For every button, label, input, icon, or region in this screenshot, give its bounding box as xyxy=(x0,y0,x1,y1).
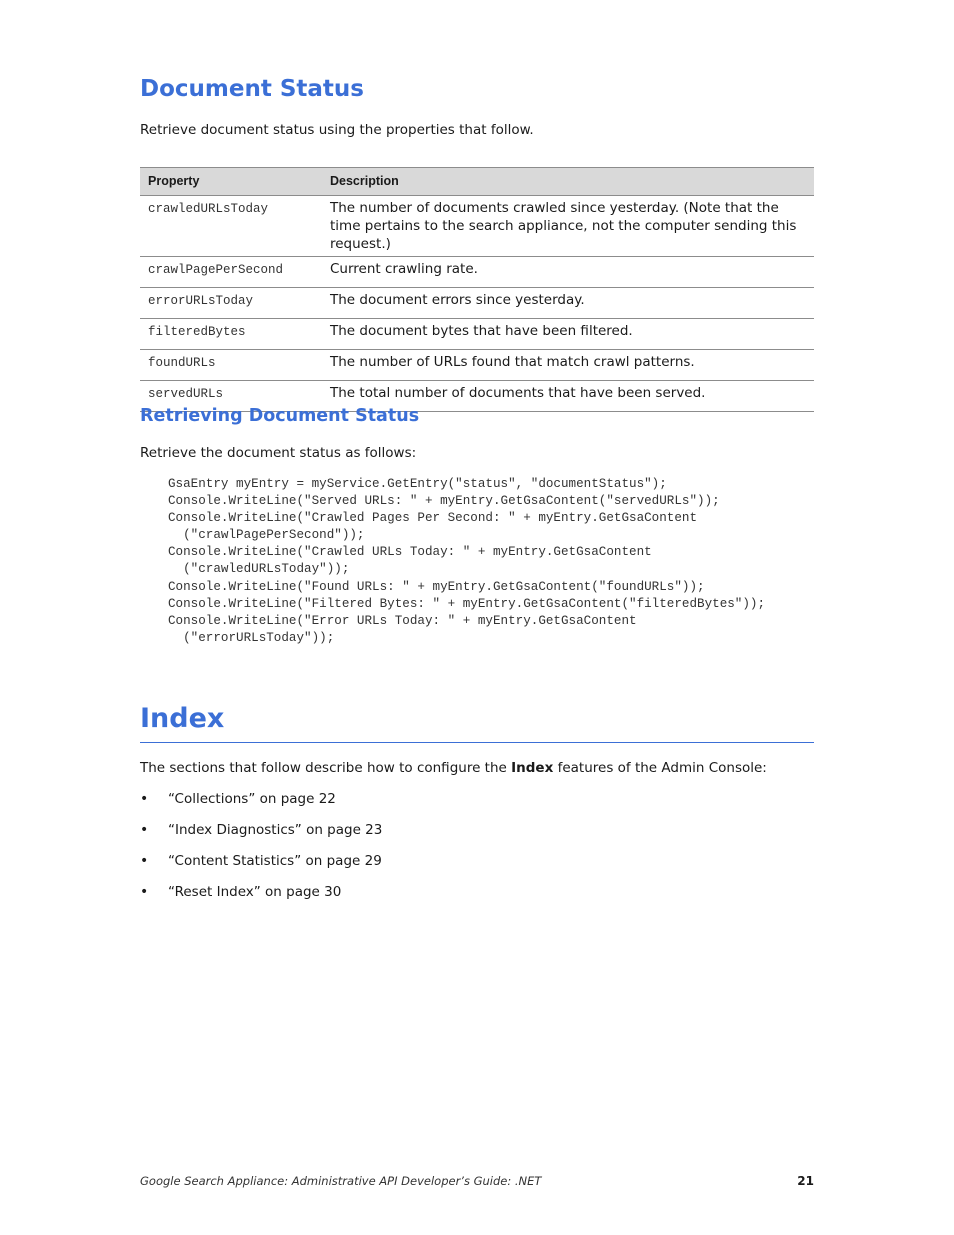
retrieving-intro: Retrieve the document status as follows: xyxy=(140,445,417,461)
list-item xyxy=(140,790,382,821)
cross-reference-link[interactable]: “Collections” on page 22 xyxy=(168,791,336,807)
list-item xyxy=(140,852,382,883)
table-row xyxy=(140,288,814,319)
index-intro-text-end: features of the Admin Console: xyxy=(553,760,767,776)
property-description: The total number of documents that have been served. xyxy=(322,381,814,412)
table-row xyxy=(140,350,814,381)
property-name: filteredBytes xyxy=(140,319,322,350)
header-property: Property xyxy=(140,168,322,196)
bullet-icon: • xyxy=(140,822,149,838)
property-description: The number of documents crawled since yesterday. (Note that the time pertains to the search appliance, not the computer sending this request.) xyxy=(322,196,814,257)
section-title-index: Index xyxy=(140,703,225,734)
bullet-icon: • xyxy=(140,791,149,807)
property-name: errorURLsToday xyxy=(140,288,322,319)
code-sample: GsaEntry myEntry = myService.GetEntry("status", "documentStatus"); Console.WriteLine("Served URLs: " + myEntry.GetGsaContent("servedURLs")); Console.WriteLine("Crawled Pages Per Second: " + myEntry.GetGsaContent ("crawlPagePerSecond")); Console.WriteLine("Crawled URLs Today: " + myEntry.GetGsaContent ("crawledURLsToday")); Console.WriteLine("Found URLs: " + myEntry.GetGsaContent("foundURLs")); Console.WriteLine("Filtered Bytes: " + myEntry.GetGsaContent("filteredBytes")); Console.WriteLine("Error URLs Today: " + myEntry.GetGsaContent ("errorURLsToday")); xyxy=(168,477,766,645)
property-name: crawledURLsToday xyxy=(140,196,322,257)
property-description: Current crawling rate. xyxy=(322,257,814,288)
index-intro xyxy=(140,759,767,777)
table-header-row xyxy=(140,168,814,196)
property-name: servedURLs xyxy=(140,381,322,412)
document-status-intro: Retrieve document status using the properties that follow. xyxy=(140,122,534,138)
property-description: The document bytes that have been filtered. xyxy=(322,319,814,350)
table-row xyxy=(140,257,814,288)
property-description: The number of URLs found that match crawl patterns. xyxy=(322,350,814,381)
index-topics-list xyxy=(140,790,382,914)
index-intro-bold: Index xyxy=(511,760,554,776)
footer-page-number: 21 xyxy=(797,1174,814,1188)
section-title-document-status: Document Status xyxy=(140,76,364,102)
cross-reference-link[interactable]: “Reset Index” on page 30 xyxy=(168,884,342,900)
header-description: Description xyxy=(322,168,814,196)
section-title-retrieving-document-status: Retrieving Document Status xyxy=(140,406,420,426)
table-row xyxy=(140,319,814,350)
property-name: crawlPagePerSecond xyxy=(140,257,322,288)
cross-reference-link[interactable]: “Content Statistics” on page 29 xyxy=(168,853,382,869)
bullet-icon: • xyxy=(140,884,149,900)
bullet-icon: • xyxy=(140,853,149,869)
cross-reference-link[interactable]: “Index Diagnostics” on page 23 xyxy=(168,822,383,838)
property-description: The document errors since yesterday. xyxy=(322,288,814,319)
property-name: foundURLs xyxy=(140,350,322,381)
heading-rule xyxy=(140,742,814,743)
table-row xyxy=(140,196,814,257)
index-intro-text: The sections that follow describe how to configure the xyxy=(140,760,512,776)
list-item xyxy=(140,821,382,852)
properties-table xyxy=(140,167,814,412)
footer-guide-title: Google Search Appliance: Administrative API Developer’s Guide: .NET xyxy=(140,1174,542,1188)
list-item xyxy=(140,883,382,914)
